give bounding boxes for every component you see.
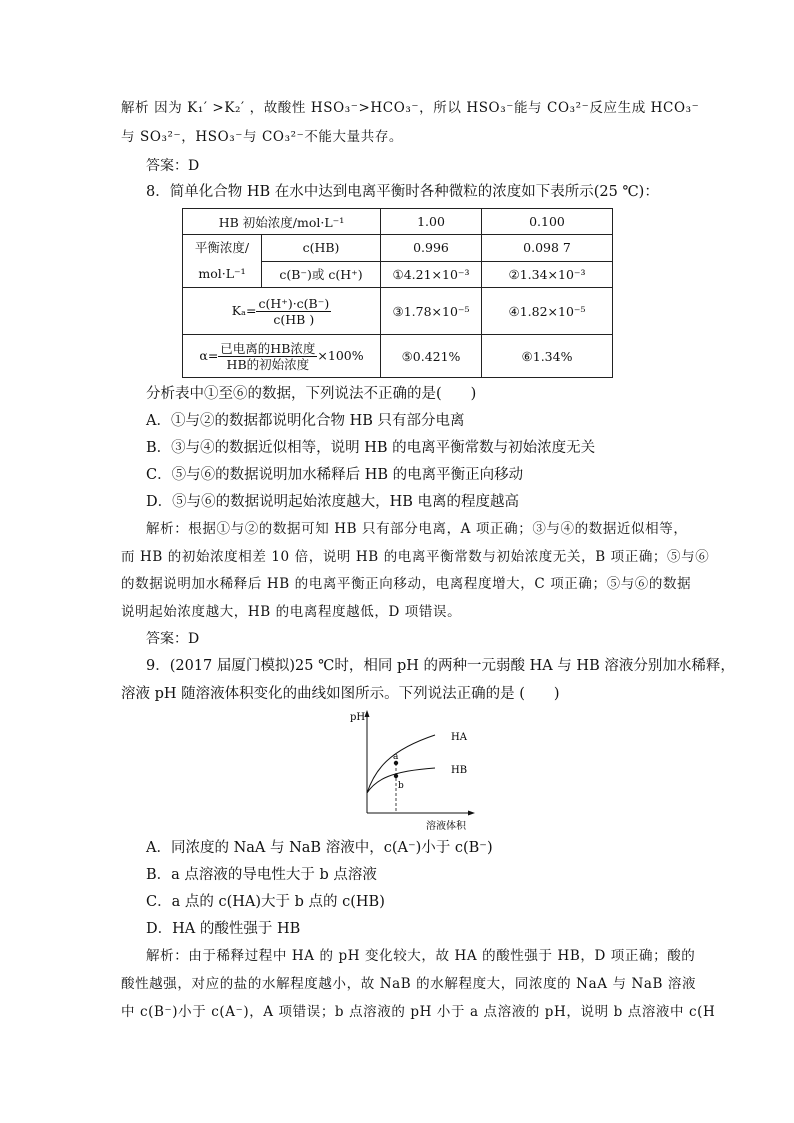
table-header-label: HB 初始浓度/mol·L⁻¹ [183,209,381,235]
table-eq-label-2: mol·L⁻¹ [198,266,246,281]
alpha-numerator: 已电离的HB浓度 [220,340,316,356]
q8-analysis-line-4: 说明起始浓度越大，HB 的电离程度越低，D 项错误。 [121,604,462,620]
ka-prefix: Kₐ= [231,302,257,318]
y-axis-label: pH [350,712,366,723]
table-alpha-v2: ⑥1.34% [482,335,613,378]
table-row-hb-label: c(HB) [262,235,381,262]
ka-numerator: c(H⁺)·c(B⁻) [258,295,330,311]
q9-analysis-line-3: 中 c(B⁻)小于 c(A⁻)，A 项错误；b 点溶液的 pH 小于 a 点溶液的 pH，说明 b 点溶液中 c(H [121,1004,716,1020]
table-row-b-v1: ①4.21×10⁻³ [381,261,482,288]
alpha-denominator: HB的初始浓度 [226,356,310,372]
q8-option-a: A．①与②的数据都说明化合物 HB 只有部分电离 [146,413,465,429]
table-row-hb-v2: 0.098 7 [482,235,613,262]
table-eq-label [183,235,262,288]
q9-option-a: A．同浓度的 NaA 与 NaB 溶液中，c(A⁻)小于 c(B⁻) [146,840,493,856]
table-header-c1: 1.00 [381,209,482,235]
alpha-suffix: ×100% [317,347,364,363]
q9-option-c: C．a 点的 c(HA)大于 b 点的 c(HB) [146,894,385,910]
q9-option-d: D．HA 的酸性强于 HB [146,921,301,937]
q8-analysis-line-2: 而 HB 的初始浓度相差 10 倍，说明 HB 的电离平衡常数与初始浓度无关，B 项正确；⑤与⑥ [121,549,710,565]
q8-prompt: 分析表中①至⑥的数据，下列说法不正确的是( ) [146,386,477,402]
table-ka-v1: ③1.78×10⁻⁵ [381,288,482,335]
table-ka-formula [183,288,381,335]
table-alpha-formula [183,335,381,378]
ka-fraction [256,296,331,327]
prev-answer: 答案：D [146,158,200,174]
alpha-fraction [218,341,317,372]
q8-analysis-line-3: 的数据说明加水稀释后 HB 的电离平衡正向移动，电离程度增大，C 项正确；⑤与⑥的数据 [121,576,692,592]
q8-stem: 8．简单化合物 HB 在水中达到电离平衡时各种微粒的浓度如下表所示(25 ℃)： [146,184,659,200]
q8-table [182,208,613,378]
q9-analysis-line-2: 酸性越强，对应的盐的水解程度越小，故 NaB 的水解程度大，同浓度的 NaA 与 NaB 溶液 [121,976,697,992]
table-row-hb-v1: 0.996 [381,235,482,262]
prev-analysis-line-2: 与 SO₃²⁻，HSO₃⁻与 CO₃²⁻不能大量共存。 [121,129,404,145]
q8-option-d: D．⑤与⑥的数据说明起始浓度越大，HB 电离的程度越高 [146,494,520,510]
q8-option-c: C．⑤与⑥的数据说明加水稀释后 HB 的电离平衡正向移动 [146,467,524,483]
q8-option-b: B．③与④的数据近似相等，说明 HB 的电离平衡常数与初始浓度无关 [146,440,596,456]
q8-analysis-line-1: 解析：根据①与②的数据可知 HB 只有部分电离，A 项正确；③与④的数据近似相等， [146,521,688,537]
alpha-prefix: α= [199,347,219,363]
point-b [394,774,398,778]
curve-hb-label: HB [451,765,468,776]
q9-stem-line-2: 溶液 pH 随溶液体积变化的曲线如图所示。下列说法正确的是 ( ) [121,686,560,702]
q9-analysis-line-1: 解析：由于稀释过程中 HA 的 pH 变化较大，故 HA 的酸性强于 HB，D 项正确；酸的 [146,948,696,964]
point-a-label: a [393,752,399,762]
q8-answer: 答案：D [146,631,200,647]
prev-analysis-line-1: 解析 因为 K₁′ >K₂′ ，故酸性 HSO₃⁻>HCO₃⁻，所以 HSO₃⁻能与 CO₃²⁻反应生成 HCO₃⁻ [121,100,700,116]
table-row-b-v2: ②1.34×10⁻³ [482,261,613,288]
table-header-c2: 0.100 [482,209,613,235]
q9-stem-line-1: 9．(2017 届厦门模拟)25 ℃时，相同 pH 的两种一元弱酸 HA 与 HB 溶液分别加水稀释， [146,658,735,674]
q9-ph-figure [340,705,490,835]
point-b-label: b [398,781,404,791]
table-row-b-label: c(B⁻)或 c(H⁺) [262,261,381,288]
x-axis-arrow [468,811,475,816]
curve-ha-label: HA [451,732,467,743]
q9-option-b: B．a 点溶液的导电性大于 b 点溶液 [146,867,377,883]
x-axis-label: 溶液体积 [426,821,466,832]
y-axis-arrow [365,710,370,717]
table-eq-label-1: 平衡浓度/ [194,240,250,255]
table-ka-v2: ④1.82×10⁻⁵ [482,288,613,335]
table-alpha-v1: ⑤0.421% [381,335,482,378]
ka-denominator: c(HB ) [273,311,315,327]
